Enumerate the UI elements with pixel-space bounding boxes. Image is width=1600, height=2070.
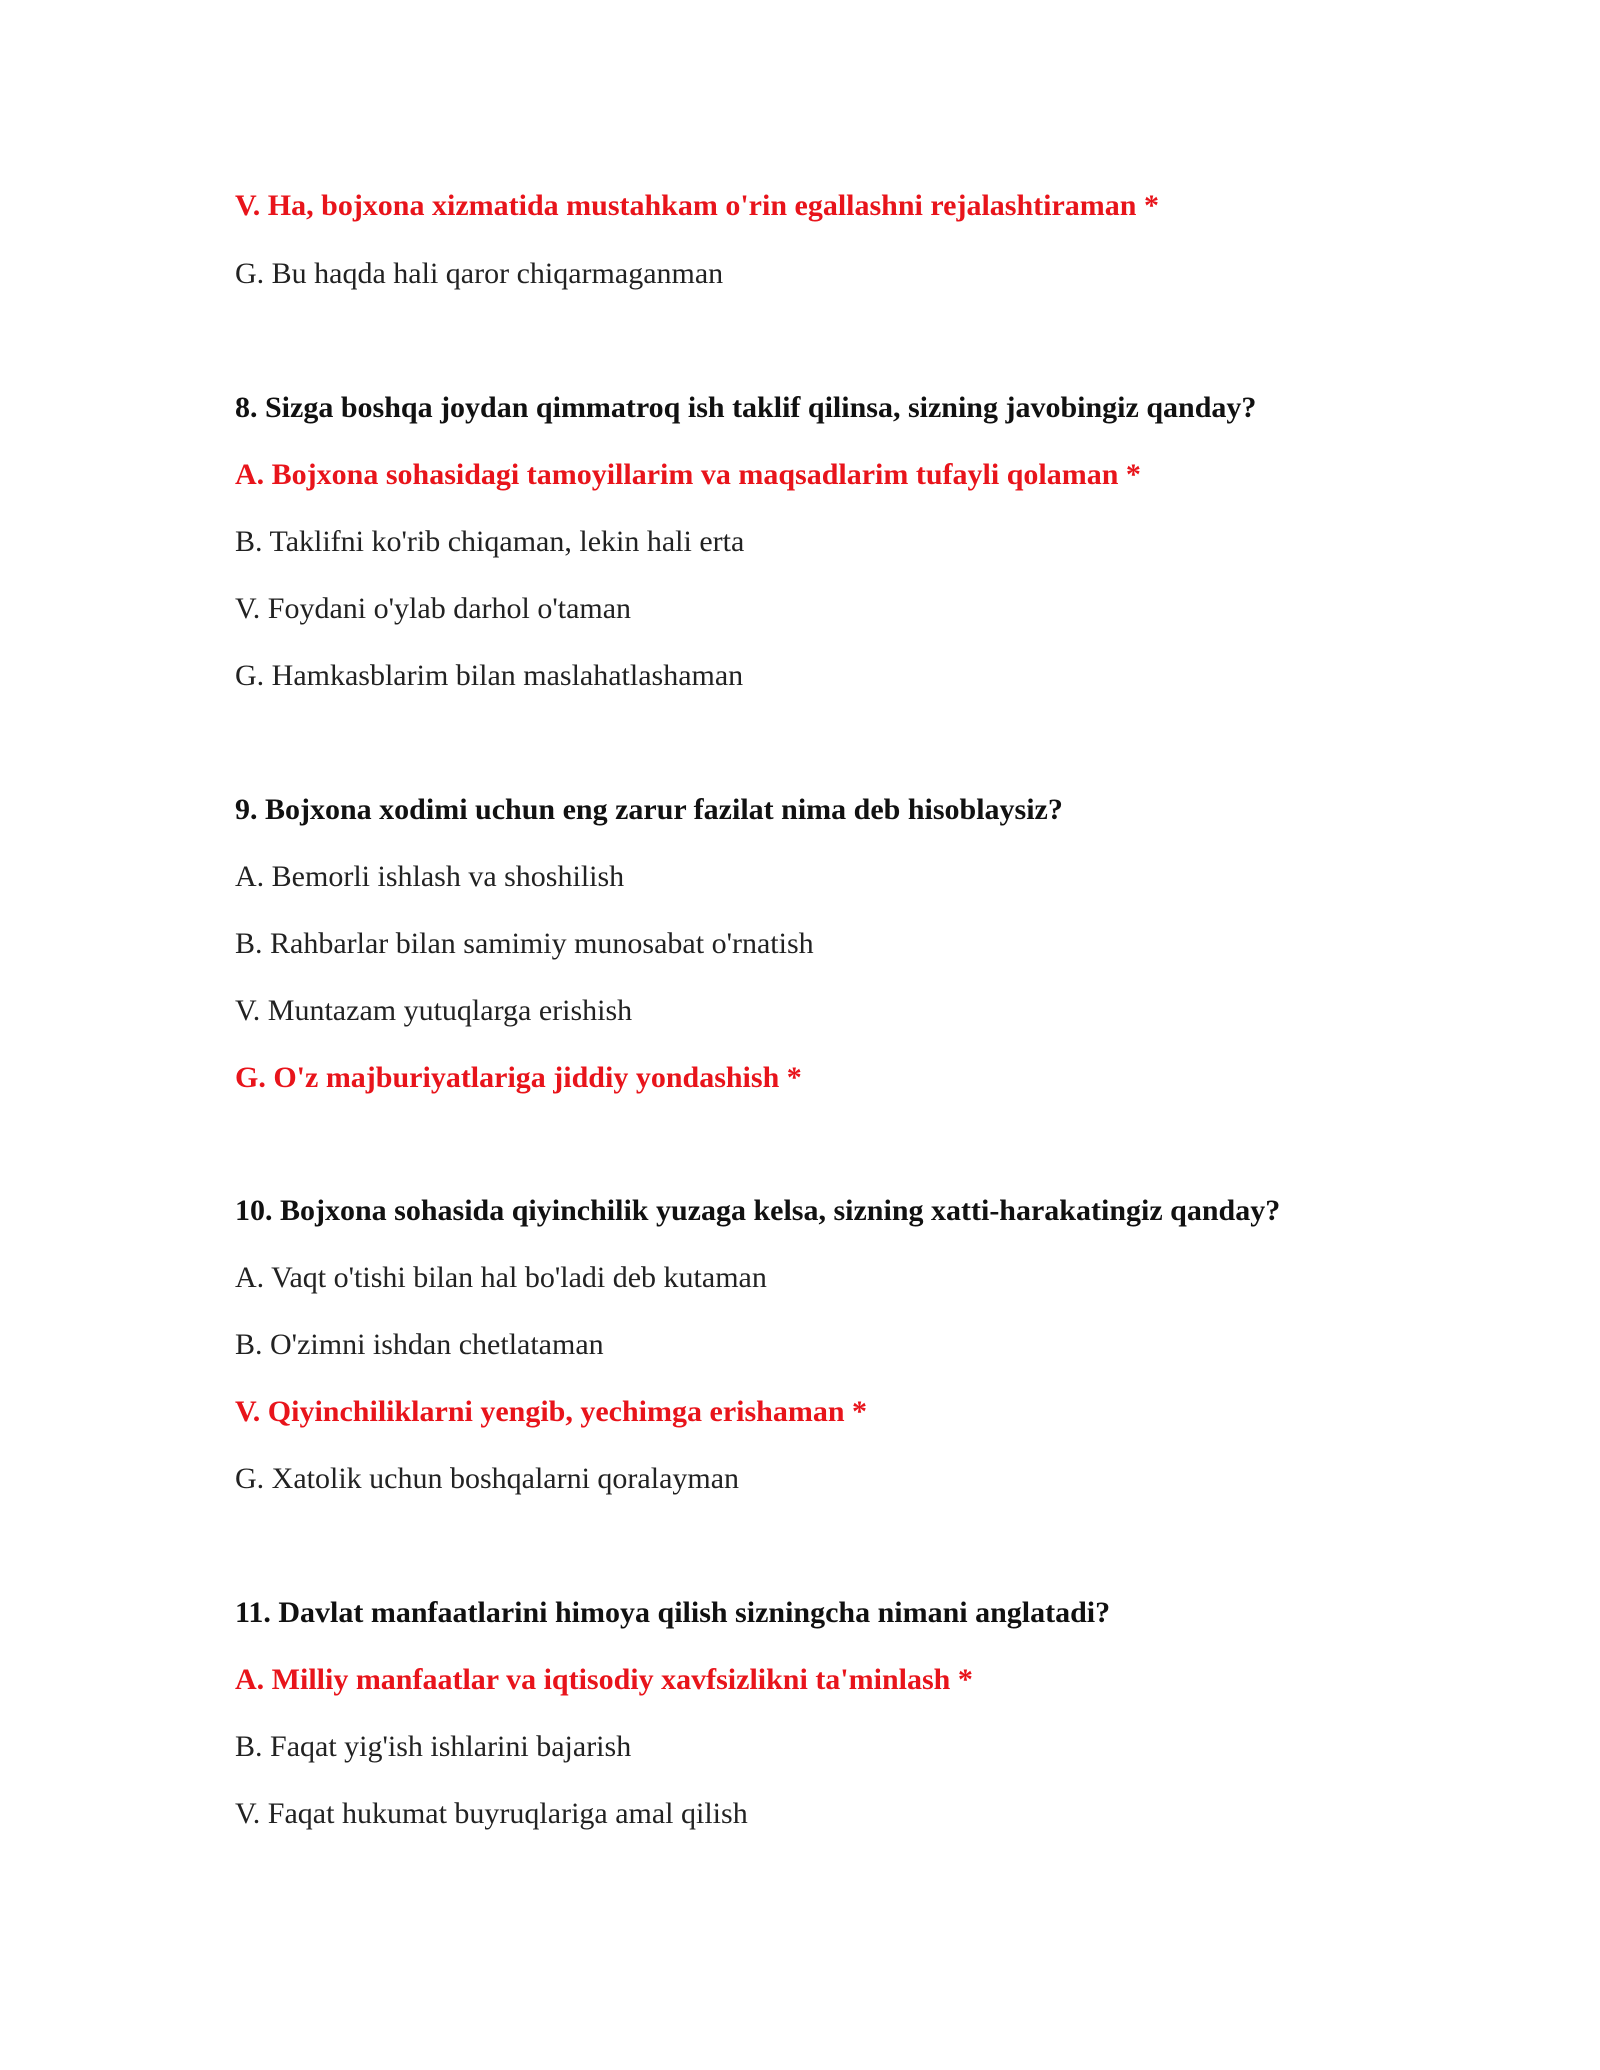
question-heading: 11. Davlat manfaatlarini himoya qilish sizningcha nimani anglatadi? (235, 1596, 1111, 1629)
answer-option: V. Foydani o'ylab darhol o'taman (235, 592, 632, 625)
answer-option-correct: G. O'z majburiyatlariga jiddiy yondashish * (235, 1061, 802, 1094)
question-heading: 8. Sizga boshqa joydan qimmatroq ish taklif qilinsa, sizning javobingiz qanday? (235, 391, 1257, 424)
answer-option: G. Hamkasblarim bilan maslahatlashaman (235, 659, 744, 692)
answer-option-correct: A. Bojxona sohasidagi tamoyillarim va maqsadlarim tufayli qolaman * (235, 458, 1141, 491)
answer-option: A. Vaqt o'tishi bilan hal bo'ladi deb kutaman (235, 1261, 767, 1294)
answer-option: V. Muntazam yutuqlarga erishish (235, 994, 633, 1027)
answer-option: B. Faqat yig'ish ishlarini bajarish (235, 1730, 632, 1763)
answer-option: G. Xatolik uchun boshqalarni qoralayman (235, 1462, 740, 1495)
answer-option-correct: V. Qiyinchiliklarni yengib, yechimga erishaman * (235, 1395, 868, 1428)
answer-option-correct: V. Ha, bojxona xizmatida mustahkam o'rin egallashni rejalashtiraman * (235, 189, 1159, 222)
question-heading: 9. Bojxona xodimi uchun eng zarur fazilat nima deb hisoblaysiz? (235, 793, 1063, 826)
question-heading: 10. Bojxona sohasida qiyinchilik yuzaga kelsa, sizning xatti-harakatingiz qanday? (235, 1194, 1281, 1227)
answer-option: A. Bemorli ishlash va shoshilish (235, 860, 625, 893)
answer-option: V. Faqat hukumat buyruqlariga amal qilish (235, 1797, 748, 1830)
answer-option: G. Bu haqda hali qaror chiqarmaganman (235, 257, 724, 290)
answer-option-correct: A. Milliy manfaatlar va iqtisodiy xavfsizlikni ta'minlash * (235, 1663, 973, 1696)
answer-option: B. Taklifni ko'rib chiqaman, lekin hali erta (235, 525, 745, 558)
answer-option: B. O'zimni ishdan chetlataman (235, 1328, 604, 1361)
answer-option: B. Rahbarlar bilan samimiy munosabat o'rnatish (235, 927, 814, 960)
